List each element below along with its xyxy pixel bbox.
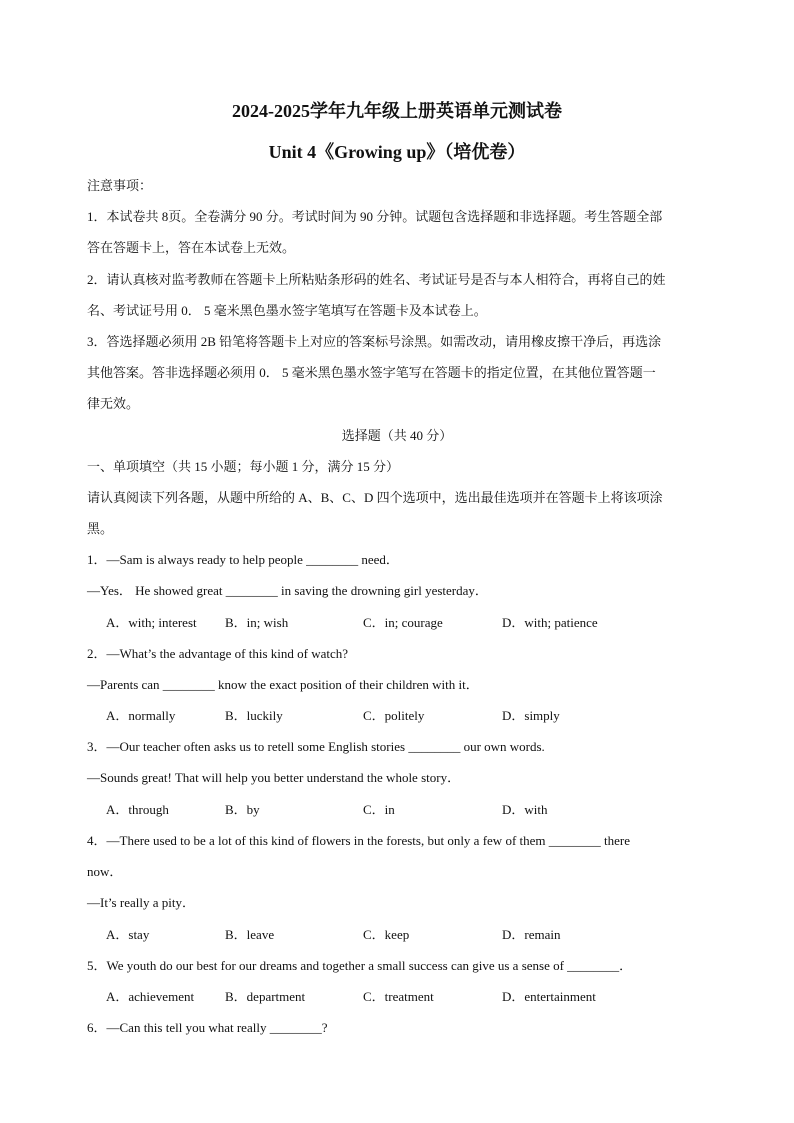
question-4-stem-continued: now． [87,864,123,879]
option-c: C．keep [363,927,410,942]
option-c: C．politely [363,708,425,723]
question-3-stem: 3．—Our teacher often asks us to retell some English stories ________ our own words. [87,739,545,754]
question-1-stem: 1．—Sam is always ready to help people ________ need． [87,552,399,567]
note-line: 3．答选择题必须用 2B 铅笔将答题卡上对应的答案标号涂黑。如需改动，请用橡皮擦干净后，再选涂 [87,334,662,349]
notes-heading: 注意事项： [87,178,153,193]
note-line: 2．请认真核对监考教师在答题卡上所粘贴条形码的姓名、考试证号是否与本人相符合，再将自己的姓 [87,272,666,287]
note-line: 律无效。 [87,396,140,411]
option-b: B．luckily [225,708,283,723]
option-a: A．normally [106,708,176,723]
option-d: D．with; patience [502,615,598,630]
option-d: D．simply [502,708,560,723]
question-4-response: —It’s really a pity． [87,895,195,910]
note-line: 其他答案。答非选择题必须用 0． 5 毫米黑色墨水签字笔写在答题卡的指定位置，在其他位置答题一 [87,365,656,380]
option-c: C．in; courage [363,615,443,630]
section-title: 选择题（共 40 分） [341,428,453,443]
option-b: B．department [225,989,306,1004]
question-1-response: —Yes． He showed great ________ in saving the drowning girl yesterday． [87,583,488,598]
option-d: D．with [502,802,548,817]
note-line: 1．本试卷共 8页。全卷满分 90 分。考试时间为 90 分钟。试题包含选择题和非选择题。考生答题全部 [87,209,663,224]
document-title: 2024-2025学年九年级上册英语单元测试卷 [232,101,562,121]
option-d: D．remain [502,927,561,942]
part-heading: 一、单项填空（共 15 小题；每小题 1 分，满分 15 分） [87,459,400,474]
option-b: B．in; wish [225,615,289,630]
instruction-line: 请认真阅读下列各题，从题中所给的 A、B、C、D 四个选项中，选出最佳选项并在答题卡上将该项涂 [87,490,663,505]
question-6-stem: 6．—Can this tell you what really ________? [87,1020,328,1035]
option-c: C．in [363,802,395,817]
question-5-stem: 5．We youth do our best for our dreams and together a small success can give us a sense of ________． [87,958,633,973]
question-2-stem: 2．—What’s the advantage of this kind of watch? [87,646,349,661]
option-a: A．through [106,802,169,817]
option-d: D．entertainment [502,989,596,1004]
option-b: B．by [225,802,260,817]
option-b: B．leave [225,927,275,942]
option-c: C．treatment [363,989,434,1004]
option-a: A．with; interest [106,615,197,630]
instruction-line: 黑。 [87,521,114,536]
option-a: A．stay [106,927,150,942]
question-3-response: —Sounds great! That will help you better understand the whole story． [87,770,461,785]
document-subtitle: Unit 4《Growing up》（培优卷） [268,142,526,162]
question-4-stem: 4．—There used to be a lot of this kind of flowers in the forests, but only a few of them ________ there [87,833,630,848]
note-line: 名、考试证号用 0． 5 毫米黑色墨水签字笔填写在答题卡及本试卷上。 [87,303,487,318]
note-line: 答在答题卡上，答在本试卷上无效。 [87,240,296,255]
question-2-response: —Parents can ________ know the exact position of their children with it． [87,677,479,692]
option-a: A．achievement [106,989,195,1004]
